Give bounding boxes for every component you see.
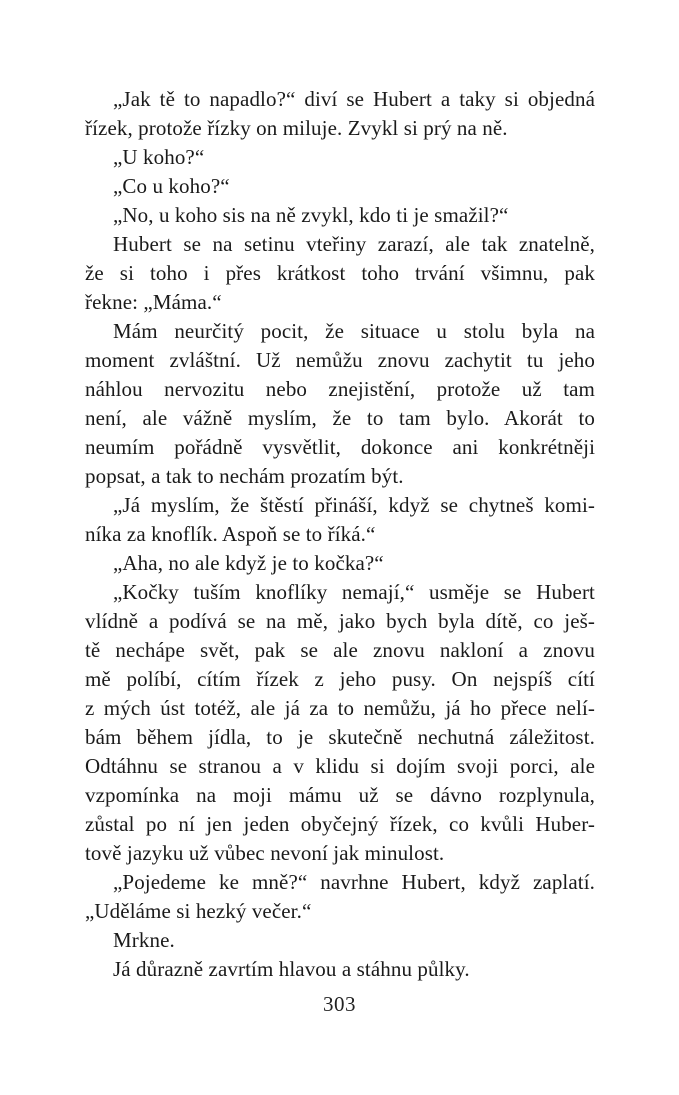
text-line: vlídně a podívá se na mě, jako bych byla dítě, co ješ- bbox=[85, 609, 595, 633]
text-line: popsat, a tak to nechám prozatím být. bbox=[85, 464, 404, 488]
text-line: Odtáhnu se stranou a v klidu si dojím svoji porci, ale bbox=[85, 754, 595, 778]
text-line: není, ale vážně myslím, že to tam bylo. Akorát to bbox=[85, 406, 595, 430]
text-line: mě políbí, cítím řízek z jeho pusy. On nejspíš cítí bbox=[85, 667, 595, 691]
text-line: „Já myslím, že štěstí přináší, když se chytneš komi- bbox=[113, 493, 595, 517]
text-line: „Jak tě to napadlo?“ diví se Hubert a taky si objedná bbox=[113, 87, 595, 111]
text-line: Hubert se na setinu vteřiny zarazí, ale tak znatelně, bbox=[113, 232, 595, 256]
text-line: vzpomínka na moji mámu už se dávno rozplynula, bbox=[85, 783, 595, 807]
text-line: „No, u koho sis na ně zvykl, kdo ti je smažil?“ bbox=[113, 203, 509, 227]
text-line: Mrkne. bbox=[113, 928, 175, 952]
text-line: níka za knoflík. Aspoň se to říká.“ bbox=[85, 522, 376, 546]
text-line: z mých úst totéž, ale já za to nemůžu, já ho přece nelí- bbox=[85, 696, 595, 720]
text-line: „Co u koho?“ bbox=[113, 174, 230, 198]
text-line: bám během jídla, to je skutečně nechutná záležitost. bbox=[85, 725, 595, 749]
text-line: tově jazyku už vůbec nevoní jak minulost. bbox=[85, 841, 445, 865]
text-line: moment zvláštní. Už nemůžu znovu zachytit tu jeho bbox=[85, 348, 595, 372]
text-line: „Aha, no ale když je to kočka?“ bbox=[113, 551, 384, 575]
text-line: neumím pořádně vysvětlit, dokonce ani konkrétněji bbox=[85, 435, 595, 459]
text-line: „Uděláme si hezký večer.“ bbox=[85, 899, 312, 923]
text-line: Mám neurčitý pocit, že situace u stolu byla na bbox=[113, 319, 595, 343]
text-line: „Kočky tuším knoflíky nemají,“ usměje se Hubert bbox=[113, 580, 595, 604]
text-line: „U koho?“ bbox=[113, 145, 205, 169]
text-line: řekne: „Máma.“ bbox=[85, 290, 222, 314]
text-block bbox=[85, 85, 595, 984]
text-line: zůstal po ní jen jeden obyčejný řízek, co kvůli Huber- bbox=[85, 812, 595, 836]
text-line: řízek, protože řízky on miluje. Zvykl si prý na ně. bbox=[85, 116, 508, 140]
text-line: že si toho i přes krátkost toho trvání všimnu, pak bbox=[85, 261, 595, 285]
page-number: 303 bbox=[323, 992, 356, 1016]
text-line: „Pojedeme ke mně?“ navrhne Hubert, když zaplatí. bbox=[113, 870, 595, 894]
text-line: Já důrazně zavrtím hlavou a stáhnu půlky. bbox=[113, 957, 470, 981]
text-line: náhlou nervozitu nebo znejistění, protože už tam bbox=[85, 377, 595, 401]
text-line: tě nechápe svět, pak se ale znovu nakloní a znovu bbox=[85, 638, 595, 662]
